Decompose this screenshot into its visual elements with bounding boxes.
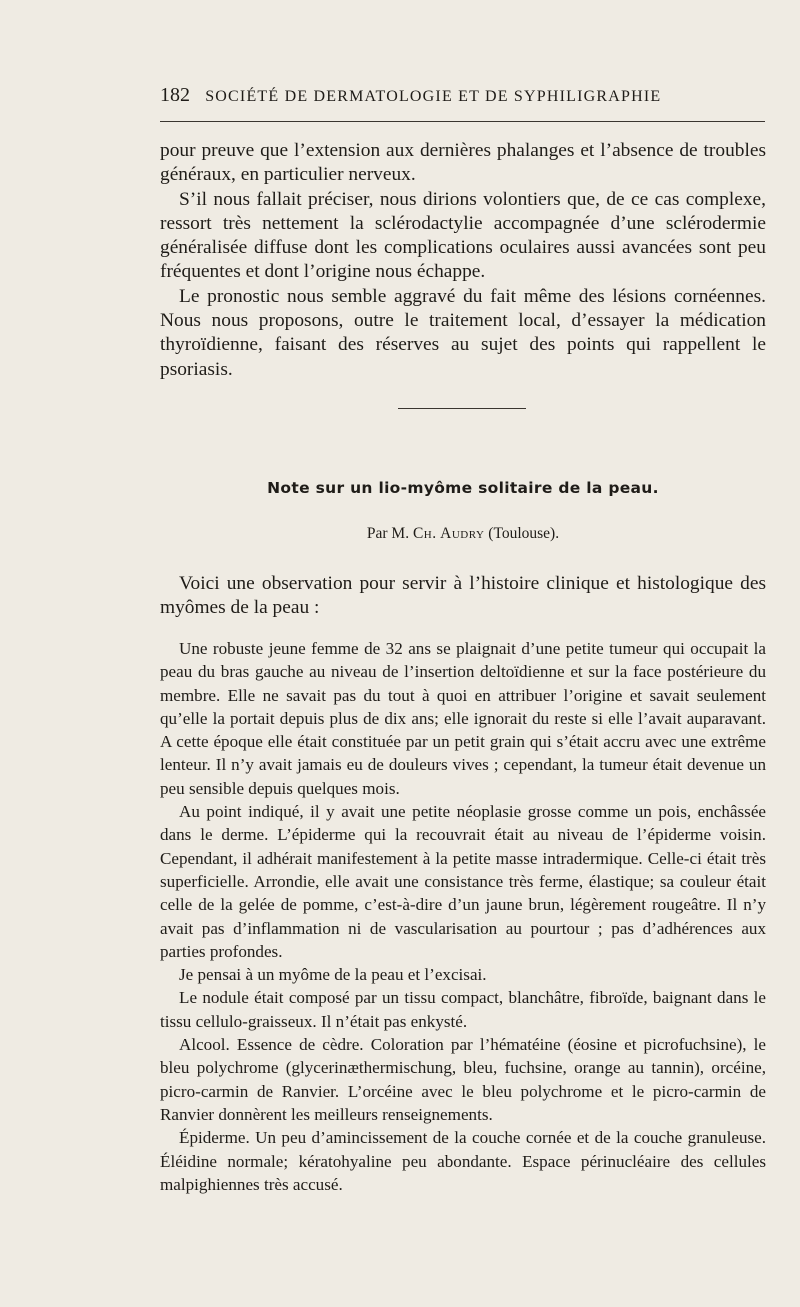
article-body [160, 637, 766, 1196]
section-separator [398, 408, 526, 409]
author-affiliation: (Toulouse). [488, 525, 560, 542]
header-rule [160, 121, 765, 122]
byline [160, 525, 766, 543]
paragraph: Une robuste jeune femme de 32 ans se plaignait d’une petite tumeur qui occupait la peau du bras gauche au niveau de l’insertion deltoïdienne et sur la face postérieure du membre. Elle ne savait pas du tout à quoi en attribuer l’origine et savait seulement qu’elle la portait depuis plus de dix ans; elle ignorait du reste si elle l’avait auparavant. A cette époque elle était constituée par un petit grain qui s’était accru avec une extrême lenteur. Il n’y avait jamais eu de douleurs vives ; cependant, la tumeur était devenue un peu sensible depuis quelques mois. [160, 639, 766, 798]
article-intro [160, 572, 766, 621]
paragraph: Je pensai à un myôme de la peau et l’excisai. [179, 965, 487, 985]
paragraph: pour preuve que l’extension aux dernières phalanges et l’absence de troubles généraux, en particulier nerveux. [160, 140, 766, 186]
byline-prefix: Par M. [366, 525, 410, 542]
page-number: 182 [160, 84, 190, 106]
paragraph: S’il nous fallait préciser, nous dirions volontiers que, de ce cas complexe, ressort très nettement la sclérodactylie accompagnée d’une sclérodermie généralisée diffuse dont les complications oculaires aussi avancées sont peu fréquentes et dont l’origine nous échappe. [160, 188, 766, 283]
running-title: SOCIÉTÉ DE DERMATOLOGIE ET DE SYPHILIGRAPHIE [205, 88, 662, 105]
paragraph: Au point indiqué, il y avait une petite néoplasie grosse comme un pois, enchâssée dans le derme. L’épiderme qui la recouvrait était au niveau de l’épiderme voisin. Cependant, il adhérait manifestement à la petite masse intradermique. Celle-ci était très superficielle. Arrondie, elle avait une consistance très ferme, élastique; sa couleur était celle de la gelée de pomme, c’est-à-dire d’un jaune brun, légèrement rougeâtre. Il n’y avait pas d’inflammation ni de vascularisation au pourtour ; pas d’adhérences aux parties profondes. [160, 802, 766, 961]
paragraph: Alcool. Essence de cèdre. Coloration par l’hématéine (éosine et picrofuchsine), le bleu polychrome (glycerinæthermischung, bleu, fuchsine, orange au tannin), orcéine, picro-carmin de Ranvier. L’orcéine avec le bleu polychrome et le picro-carmin de Ranvier donnèrent les meilleurs renseignements. [160, 1035, 766, 1124]
paragraph: Épiderme. Un peu d’amincissement de la couche cornée et de la couche granuleuse. Éléidine normale; kératohyaline peu abondante. Espace périnucléaire des cellules malpighiennes très accusé. [160, 1128, 766, 1194]
running-header [160, 84, 765, 107]
paragraph: Le nodule était composé par un tissu compact, blanchâtre, fibroïde, baignant dans le tissu cellulo-graisseux. Il n’était pas enkysté. [160, 988, 766, 1031]
author-name: Ch. Audry [412, 525, 485, 542]
intro-paragraph: Voici une observation pour servir à l’histoire clinique et histologique des myômes de la peau : [160, 573, 766, 619]
paragraph: Le pronostic nous semble aggravé du fait même des lésions cornéennes. Nous nous proposons, outre le traitement local, d’essayer la médication thyroïdienne, faisant des réserves au sujet des points qui rappellent le psoriasis. [160, 285, 766, 380]
previous-article-text [160, 139, 766, 382]
article-title: Note sur un lio-myôme solitaire de la peau. [267, 479, 659, 497]
